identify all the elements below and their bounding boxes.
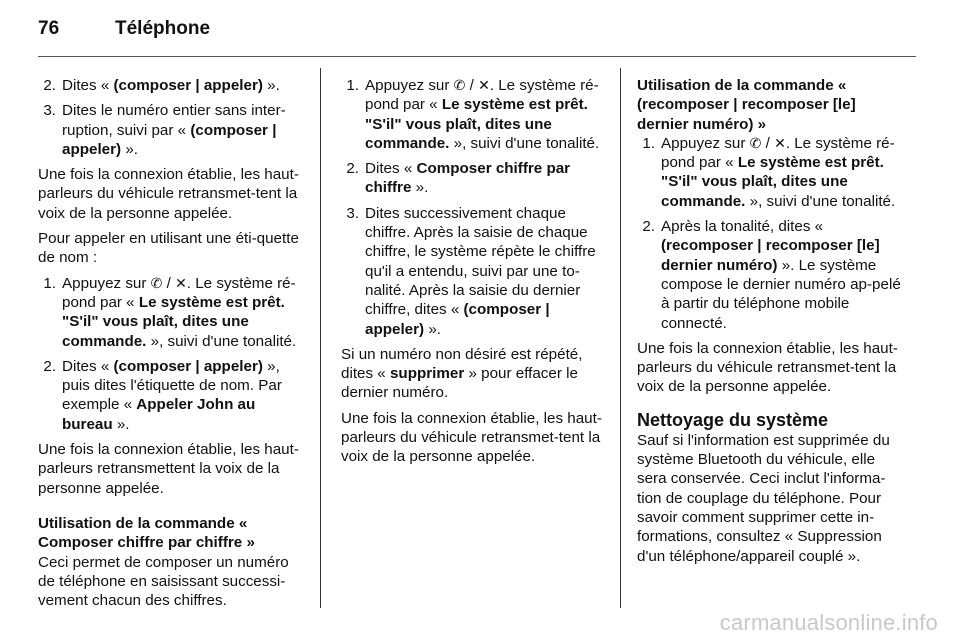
paragraph: Une fois la connexion établie, les haut-parleurs du véhicule retransmet-tent la voix de la personne appelée.	[341, 409, 602, 466]
list-item: 1. Appuyez sur ✆ / ✕. Le système ré-pond par « Le système est prêt. "S'il" vous plaît, dites une commande. », suivi d'une tonalité.	[642, 134, 896, 210]
paragraph: Pour appeler en utilisant une éti-quette de nom :	[38, 230, 299, 267]
page-title: Téléphone	[115, 18, 211, 39]
phone-call-icon: ✆	[150, 274, 163, 291]
watermark: carmanualsonline.info	[719, 610, 938, 635]
section-heading: Utilisation de la commande « Composer chiffre par chiffre »	[38, 514, 255, 552]
column-2	[341, 76, 606, 473]
page-number: 76	[38, 18, 60, 39]
list-item: 2. Après la tonalité, dites « (recomposer | recomposer [le] dernier numéro) ». Le système compose le dernier numéro ap-pelé à partir du téléphone mobile connecté.	[642, 218, 901, 332]
section-heading: Utilisation de la commande « (recomposer | recomposer [le] dernier numéro) »	[637, 77, 856, 133]
paragraph: Une fois la connexion établie, les haut-parleurs du véhicule retransmet-tent la voix de la personne appelée.	[637, 339, 898, 396]
list-item: 2. Dites « (composer | appeler) », puis dites l'étiquette de nom. Par exemple « Appeler John au bureau ».	[43, 357, 282, 433]
paragraph: Si un numéro non désiré est répété, dites « supprimer » pour effacer le dernier numéro.	[341, 345, 583, 402]
phone-end-icon: ✕	[774, 134, 786, 151]
list-item: 3. Dites le numéro entier sans inter-ruption, suivi par « (composer | appeler) ».	[43, 102, 286, 158]
phone-call-icon: ✆	[749, 134, 762, 151]
list-item: 2. Dites « Composer chiffre par chiffre ».	[346, 160, 571, 197]
column-3	[637, 76, 905, 572]
phone-end-icon: ✕	[175, 274, 187, 291]
list-item: 3. Dites successivement chaque chiffre. Après la saisie de chaque chiffre, le système répète le chiffre qu'il a entendu, suivi par une to-nalité. Après la saisie du dernier chiffre, dites « (composer | appeler) ».	[346, 204, 596, 338]
header-rule	[38, 56, 916, 57]
paragraph: Une fois la connexion établie, les haut-parleurs retransmettent la voix de la personne appelée.	[38, 441, 299, 497]
column-divider-2	[620, 68, 621, 608]
phone-call-icon: ✆	[453, 77, 466, 93]
list-item: 1. Appuyez sur ✆ / ✕. Le système ré-pond par « Le système est prêt. "S'il" vous plaît, dites une commande. », suivi d'une tonalité.	[346, 77, 600, 152]
list-item: 2. Dites « (composer | appeler) ».	[43, 77, 280, 94]
list-item: 1. Appuyez sur ✆ / ✕. Le système ré-pond par « Le système est prêt. "S'il" vous plaît, dites une commande. », suivi d'une tonalité.	[43, 274, 297, 350]
column-1	[38, 76, 308, 616]
phone-end-icon: ✕	[478, 77, 490, 93]
paragraph: Ceci permet de composer un numéro de téléphone en saisissant successi-vement chacun des chiffres.	[38, 553, 289, 610]
section-heading-large: Nettoyage du système	[637, 409, 829, 430]
column-divider-1	[320, 68, 321, 608]
paragraph: Une fois la connexion établie, les haut-parleurs du véhicule retransmet-tent la voix de la personne appelée.	[38, 166, 299, 222]
paragraph: Sauf si l'information est supprimée du système Bluetooth du véhicule, elle sera conservée. Ceci inclut l'informa-tion de couplage du téléphone. Pour savoir comment supprimer cette in-formations, consultez « Suppression d'un téléphone/appareil couplé ».	[637, 431, 890, 565]
